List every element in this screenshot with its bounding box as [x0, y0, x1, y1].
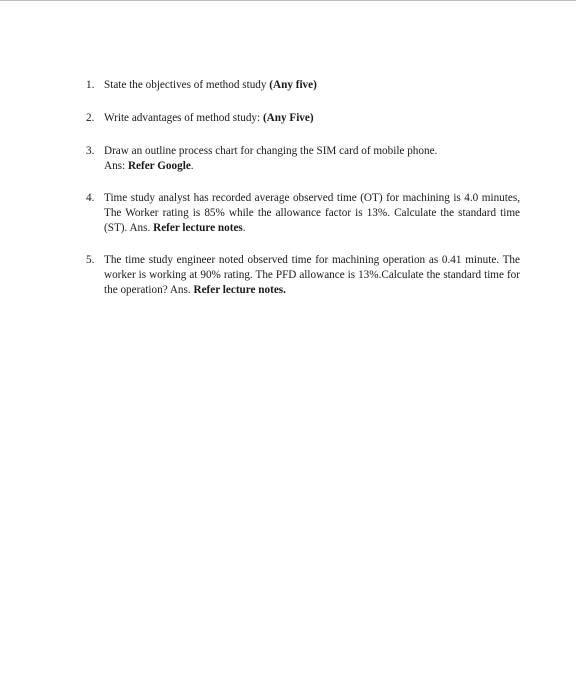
question-number: 1. [86, 79, 95, 91]
question-text [104, 78, 520, 93]
question-text [104, 191, 520, 236]
question-1 [86, 78, 520, 93]
answer-tail: . [242, 222, 246, 234]
question-5 [86, 253, 520, 298]
question-statement: Draw an outline process chart for changing the SIM card of mobile phone. [104, 145, 438, 157]
question-number: 3. [86, 145, 95, 157]
answer-prefix: Ans: [104, 160, 128, 172]
question-emphasis: (Any Five) [262, 112, 314, 124]
question-emphasis: Refer lecture notes. [193, 284, 286, 296]
question-emphasis: Refer lecture notes [153, 222, 243, 234]
question-3 [86, 144, 520, 174]
question-statement: The time study engineer noted observed time for machining operation as 0.41 minute. The worker is working at 90% rating. The PFD allowance is 13%.Calculate the standard time for the operation? Ans. [104, 254, 520, 296]
question-text [104, 111, 520, 126]
question-number: 2. [86, 112, 95, 124]
question-emphasis: (Any five) [269, 79, 317, 91]
question-number: 5. [86, 254, 95, 266]
top-border-line [0, 0, 576, 1]
question-statement: Write advantages of method study: [104, 112, 263, 124]
answer-tail: . [190, 160, 194, 172]
question-list [86, 78, 520, 298]
question-statement: Time study analyst has recorded average observed time (OT) for machining is 4.0 minutes, The Worker rating is 85% while the allowance factor is 13%. Calculate the standard time (ST). Ans. [104, 192, 520, 234]
question-text [104, 144, 520, 174]
question-2 [86, 111, 520, 126]
question-number: 4. [86, 192, 95, 204]
question-4 [86, 191, 520, 236]
question-emphasis: Refer Google [127, 160, 191, 172]
question-text [104, 253, 520, 298]
question-statement: State the objectives of method study [104, 79, 270, 91]
